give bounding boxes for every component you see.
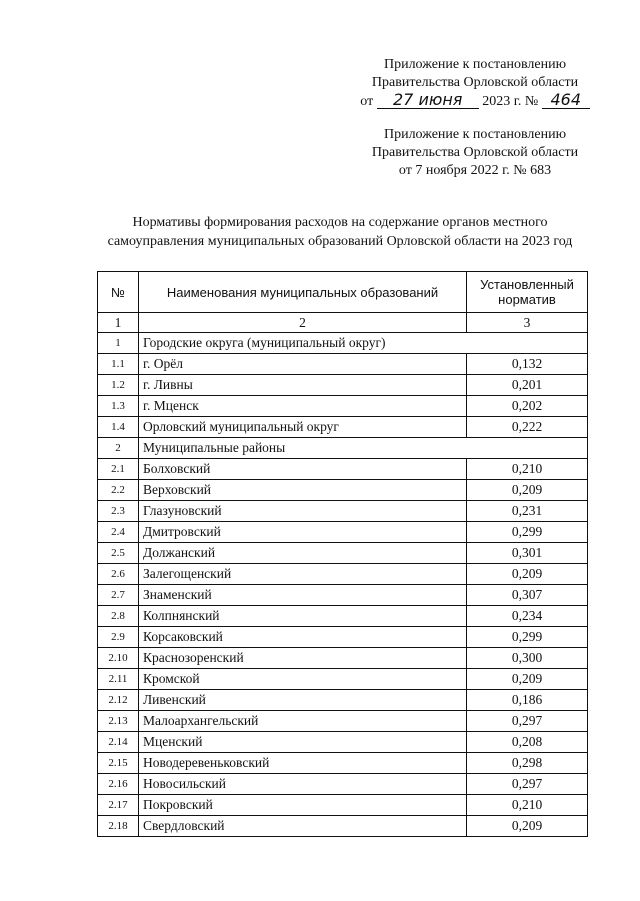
table-group-row: [98, 333, 588, 354]
table-row: [98, 753, 588, 774]
normative-value: 0,222: [467, 417, 588, 438]
col-number: 3: [467, 313, 588, 333]
row-number: 2.8: [98, 606, 139, 627]
row-number: 2.15: [98, 753, 139, 774]
municipality-name: Новодеревеньковский: [139, 753, 467, 774]
municipality-name: Новосильский: [139, 774, 467, 795]
appendix-line: Правительства Орловской области: [371, 75, 579, 90]
normative-value: 0,297: [467, 774, 588, 795]
municipality-name: г. Мценск: [139, 396, 467, 417]
table-row: [98, 648, 588, 669]
row-number: 2.1: [98, 459, 139, 480]
title-line: самоуправления муниципальных образований Орловской области на 2023 год: [107, 234, 573, 249]
column-number-row: [98, 313, 588, 333]
municipality-name: Болховский: [139, 459, 467, 480]
col-number: 2: [139, 313, 467, 333]
table-row: [98, 480, 588, 501]
row-number: 2.16: [98, 774, 139, 795]
normative-value: 0,300: [467, 648, 588, 669]
row-number: 2.10: [98, 648, 139, 669]
row-number: 2: [98, 438, 139, 459]
row-number: 2.4: [98, 522, 139, 543]
row-number: 2.11: [98, 669, 139, 690]
table-row: [98, 774, 588, 795]
municipality-name: Колпнянский: [139, 606, 467, 627]
row-number: 2.2: [98, 480, 139, 501]
normative-value: 0,209: [467, 564, 588, 585]
table-row: [98, 711, 588, 732]
normative-value: 0,208: [467, 732, 588, 753]
municipality-name: Мценский: [139, 732, 467, 753]
row-number: 2.6: [98, 564, 139, 585]
municipality-name: Корсаковский: [139, 627, 467, 648]
normative-value: 0,210: [467, 459, 588, 480]
table-row: [98, 690, 588, 711]
normative-value: 0,210: [467, 795, 588, 816]
municipality-name: Кромской: [139, 669, 467, 690]
normative-value: 0,209: [467, 669, 588, 690]
row-number: 2.12: [98, 690, 139, 711]
municipality-name: Ливенский: [139, 690, 467, 711]
normatives-table: [97, 271, 588, 837]
row-number: 2.13: [98, 711, 139, 732]
appendix-header-new: [340, 56, 610, 111]
title-line: Нормативы формирования расходов на содержание органов местного: [132, 215, 548, 230]
appendix-header-old: [340, 126, 610, 180]
appendix-line: Приложение к постановлению: [383, 127, 567, 142]
appendix-line: Правительства Орловской области: [371, 145, 579, 160]
municipality-name: г. Орёл: [139, 354, 467, 375]
normative-value: 0,209: [467, 816, 588, 837]
normative-value: 0,299: [467, 627, 588, 648]
table-row: [98, 669, 588, 690]
table-row: [98, 396, 588, 417]
municipality-name: Дмитровский: [139, 522, 467, 543]
table-row: [98, 522, 588, 543]
appendix-line: от 7 ноября 2022 г. № 683: [398, 163, 552, 178]
table-header-row: [98, 272, 588, 313]
table-group-row: [98, 438, 588, 459]
table-row: [98, 543, 588, 564]
normative-value: 0,298: [467, 753, 588, 774]
table-row: [98, 459, 588, 480]
table-row: [98, 732, 588, 753]
row-number: 2.3: [98, 501, 139, 522]
table-row: [98, 417, 588, 438]
row-number: 2.17: [98, 795, 139, 816]
appendix-line: Приложение к постановлению: [383, 57, 567, 72]
municipality-name: Покровский: [139, 795, 467, 816]
normative-value: 0,307: [467, 585, 588, 606]
col-number: 1: [98, 313, 139, 333]
normative-value: 0,186: [467, 690, 588, 711]
municipality-name: Орловский муниципальный округ: [139, 417, 467, 438]
document-title: [60, 213, 620, 251]
row-number: 2.18: [98, 816, 139, 837]
normative-value: 0,201: [467, 375, 588, 396]
row-number: 2.5: [98, 543, 139, 564]
normative-value: 0,297: [467, 711, 588, 732]
municipality-name: Свердловский: [139, 816, 467, 837]
table-row: [98, 375, 588, 396]
row-number: 1.2: [98, 375, 139, 396]
normative-value: 0,132: [467, 354, 588, 375]
normative-value: 0,234: [467, 606, 588, 627]
group-name: Муниципальные районы: [139, 438, 588, 459]
row-number: 1.1: [98, 354, 139, 375]
from-label: от: [360, 94, 374, 109]
municipality-name: Малоархангельский: [139, 711, 467, 732]
row-number: 1: [98, 333, 139, 354]
table-row: [98, 564, 588, 585]
year-label: 2023 г. №: [482, 94, 539, 109]
row-number: 2.9: [98, 627, 139, 648]
header-name: Наименования муниципальных образований: [139, 272, 467, 313]
appendix-date-line: [340, 92, 610, 111]
normative-value: 0,209: [467, 480, 588, 501]
handwritten-number: 464: [542, 92, 590, 109]
municipality-name: Глазуновский: [139, 501, 467, 522]
handwritten-date: 27 июня: [377, 92, 479, 109]
municipality-name: Верховский: [139, 480, 467, 501]
table-row: [98, 354, 588, 375]
table-row: [98, 816, 588, 837]
row-number: 2.7: [98, 585, 139, 606]
municipality-name: г. Ливны: [139, 375, 467, 396]
table-row: [98, 606, 588, 627]
row-number: 1.4: [98, 417, 139, 438]
row-number: 1.3: [98, 396, 139, 417]
header-value: Установленный норматив: [467, 272, 588, 313]
normative-value: 0,301: [467, 543, 588, 564]
table-row: [98, 795, 588, 816]
municipality-name: Залегощенский: [139, 564, 467, 585]
normative-value: 0,299: [467, 522, 588, 543]
table-row: [98, 627, 588, 648]
table-row: [98, 585, 588, 606]
municipality-name: Должанский: [139, 543, 467, 564]
group-name: Городские округа (муниципальный округ): [139, 333, 588, 354]
normative-value: 0,202: [467, 396, 588, 417]
normative-value: 0,231: [467, 501, 588, 522]
header-number: №: [98, 272, 139, 313]
row-number: 2.14: [98, 732, 139, 753]
municipality-name: Знаменский: [139, 585, 467, 606]
table-row: [98, 501, 588, 522]
municipality-name: Краснозоренский: [139, 648, 467, 669]
